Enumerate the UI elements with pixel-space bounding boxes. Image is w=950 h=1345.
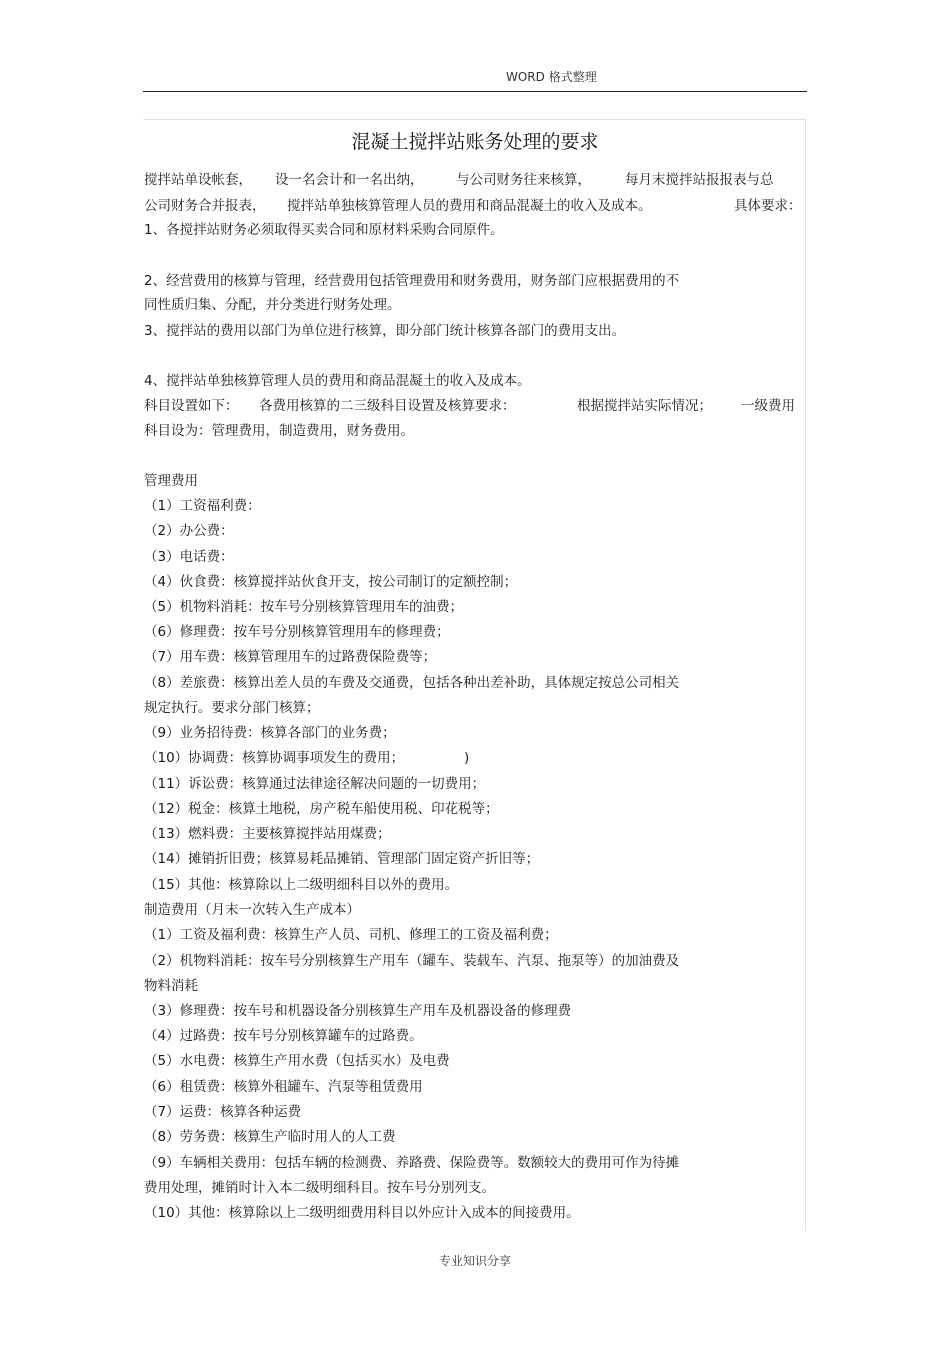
management-item: （12）税金：核算土地税，房产税车船使用税、印花税等； <box>144 801 499 817</box>
intro-phrase: 与公司财务往来核算， <box>456 172 591 188</box>
subjects-line-2: 科目设为：管理费用，制造费用，财务费用。 <box>144 423 414 439</box>
management-item: （1）工资福利费： <box>144 498 261 514</box>
manufacturing-item: （2）机物料消耗：按车号分别核算生产用车（罐车、装载车、汽泵、拖泵等）的加油费及 <box>144 953 680 969</box>
management-item: （8）差旅费：核算出差人员的车费及交通费，包括各种出差补助，具体规定按总公司相关 <box>144 675 680 691</box>
management-item: （14）摊销折旧费；核算易耗品摊销、管理部门固定资产折旧等； <box>144 851 540 867</box>
manufacturing-item: （6）租赁费：核算外租罐车、汽泵等租赁费用 <box>144 1079 423 1095</box>
intro-phrase: 搅拌站单独核算管理人员的费用和商品混凝土的收入及成本。 <box>287 198 652 214</box>
manufacturing-item: （5）水电费：核算生产用水费（包括买水）及电费 <box>144 1053 450 1069</box>
management-item: （10）协调费：核算协调事项发生的费用； <box>144 750 405 766</box>
manufacturing-heading: 制造费用（月末一次转入生产成本） <box>144 902 360 918</box>
management-item: （7）用车费：核算管理用车的过路费保险费等； <box>144 649 437 665</box>
rule-2-cont: 同性质归集、分配，并分类进行财务处理。 <box>144 297 401 313</box>
page-header: WORD 格式整理 <box>506 70 597 84</box>
manufacturing-item: （4）过路费：按车号分别核算罐车的过路费。 <box>144 1028 423 1044</box>
management-item: （5）机物料消耗：按车号分别核算管理用车的油费； <box>144 599 464 615</box>
intro-line-1 <box>0 171 950 189</box>
management-item: （9）业务招待费：核算各部门的业务费； <box>144 725 396 741</box>
rule-1: 1、各搅拌站财务必须取得买卖合同和原材料采购合同原件。 <box>144 222 504 238</box>
management-item: （3）电话费： <box>144 549 234 565</box>
management-item: （15）其他：核算除以上二级明细科目以外的费用。 <box>144 877 459 893</box>
header-rule <box>143 91 807 92</box>
intro-phrase: 公司财务合并报表， <box>144 198 266 214</box>
stray-parenthesis: ) <box>464 750 470 766</box>
manufacturing-item: （1）工资及福利费：核算生产人员、司机、修理工的工资及福利费； <box>144 927 558 943</box>
rule-2: 2、经营费用的核算与管理，经营费用包括管理费用和财务费用，财务部门应根据费用的不 <box>144 273 680 289</box>
manufacturing-item: （10）其他：核算除以上二级明细费用科目以外应计入成本的间接费用。 <box>144 1205 580 1221</box>
manufacturing-item: （8）劳务费：核算生产临时用人的人工费 <box>144 1129 396 1145</box>
manufacturing-item-cont: 费用处理，摊销时计入本二级明细科目。按车号分别列支。 <box>144 1180 495 1196</box>
intro-phrase: 搅拌站单设帐套， <box>144 172 252 188</box>
page-footer: 专业知识分享 <box>438 1254 511 1268</box>
manufacturing-item: （3）修理费：按车号和机器设备分别核算生产用车及机器设备的修理费 <box>144 1003 572 1019</box>
management-item: （6）修理费：按车号分别核算管理用车的修理费； <box>144 624 450 640</box>
intro-phrase: 每月末搅拌站报报表与总 <box>625 172 774 188</box>
management-item: （4）伙食费：核算搅拌站伙食开支，按公司制订的定额控制； <box>144 574 518 590</box>
subjects-phrase: 各费用核算的二三级科目设置及核算要求： <box>259 398 516 414</box>
manufacturing-item-cont: 物料消耗 <box>144 978 198 994</box>
management-item: （2）办公费： <box>144 523 234 539</box>
manufacturing-item: （9）车辆相关费用：包括车辆的检测费、养路费、保险费等。数额较大的费用可作为待摊 <box>144 1155 680 1171</box>
subjects-line-1 <box>0 397 950 415</box>
document-title: 混凝土搅拌站账务处理的要求 <box>351 131 599 153</box>
management-heading: 管理费用 <box>144 473 198 489</box>
subjects-phrase: 根据搅拌站实际情况； <box>577 398 712 414</box>
management-item-cont: 规定执行。要求分部门核算； <box>144 700 320 716</box>
subjects-phrase: 科目设置如下： <box>144 398 239 414</box>
rule-4: 4、搅拌站单独核算管理人员的费用和商品混凝土的收入及成本。 <box>144 373 531 389</box>
management-item: （11）诉讼费：核算通过法律途径解决问题的一切费用； <box>144 776 486 792</box>
manufacturing-item: （7）运费：核算各种运费 <box>144 1104 302 1120</box>
intro-line-2 <box>0 197 950 215</box>
management-item: （13）燃料费：主要核算搅拌站用煤费； <box>144 826 391 842</box>
subjects-phrase: 一级费用 <box>741 398 795 414</box>
rule-3: 3、搅拌站的费用以部门为单位进行核算，即分部门统计核算各部门的费用支出。 <box>144 323 626 339</box>
intro-phrase: 设一名会计和一名出纳， <box>275 172 424 188</box>
intro-phrase: 具体要求： <box>734 198 802 214</box>
